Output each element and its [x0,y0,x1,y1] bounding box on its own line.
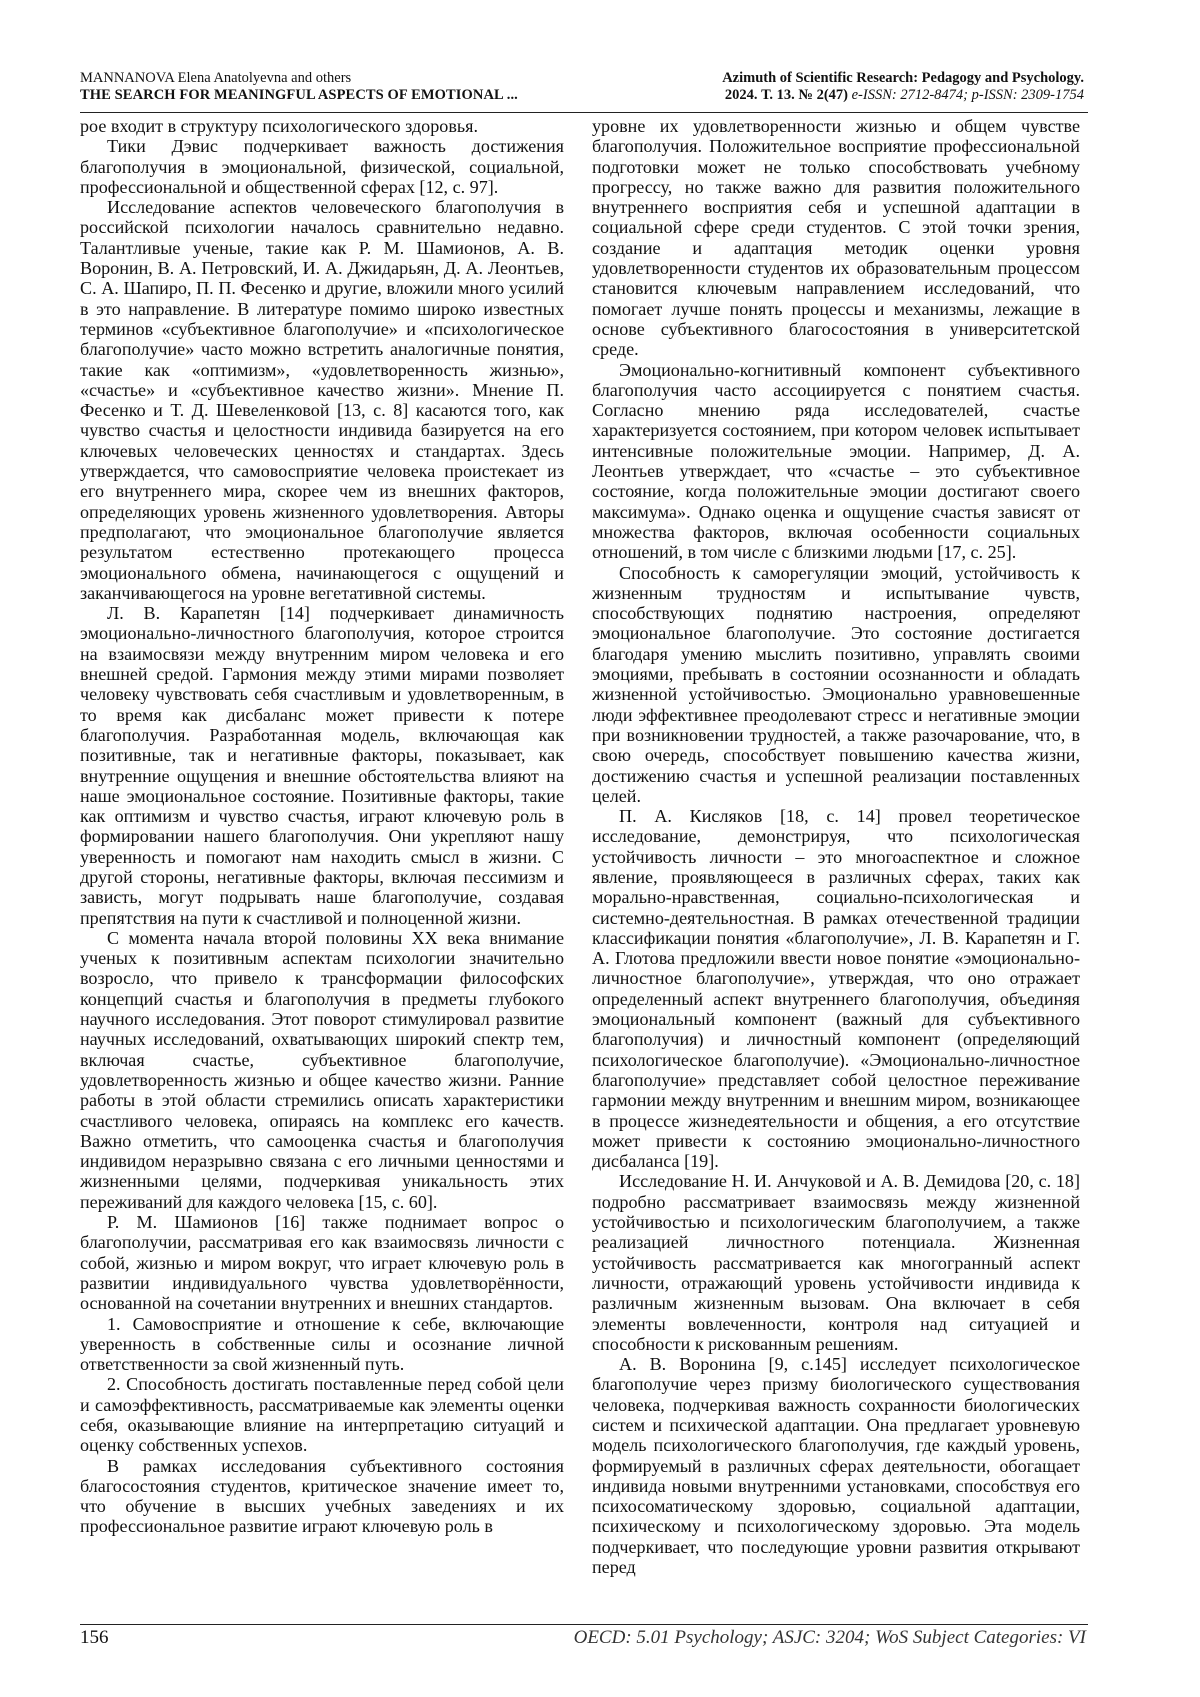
header-rule [80,112,1088,113]
paragraph: рое входит в структуру психологического здоровья. [80,116,478,136]
left-column [80,116,564,1537]
paragraph: Р. М. Шамионов [16] также поднимает вопрос о благополучии, рассматривая его как взаимосвязь личности с собой, жизнью и миром вокруг, что играет ключевую роль в развитии индивидуального чувства удовлетворённости, основанной на сочетании внутренних и внешних стандартов. [80,1212,564,1314]
header-article-title: THE SEARCH FOR MEANINGFUL ASPECTS OF EMOTIONAL ... [80,87,518,103]
running-header-right [624,70,1084,104]
header-volume: 2024. Т. 13. № 2(47) [724,87,848,103]
right-column [592,116,1080,1577]
running-header-left [80,70,600,104]
header-authors: MANNANOVA Elena Anatolyevna and others [80,70,352,86]
paragraph: Исследование аспектов человеческого благополучия в российской психологии началось сравнительно недавно. Талантливые ученые, такие как Р. М. Шамионов, А. В. Воронин, В. А. Петровский, И. А. Джидарьян, Д. А. Леонтьев, С. А. Шапиро, П. П. Фесенко и другие, вложили много усилий в это направление. В литературе помимо широко известных терминов «субъективное благополучие» и «психологическое благополучие» часто можно встретить аналогичные понятия, такие как «оптимизм», «удовлетворенность жизнью», «счастье» и «субъективное качество жизни». Мнение П. Фесенко и Т. Д. Шевеленковой [13, с. 8] касаются того, как чувство счастья и целостности индивида базируется на его ключевых человеческих ценностях и стандартах. Здесь утверждается, что самовосприятие человека проистекает из его внутреннего мира, скорее чем из внешних факторов, определяющих уровень жизненного удовлетворения. Авторы предполагают, что эмоциональное благополучие является результатом естественно протекающего процесса эмоционального обмена, начинающегося с ощущений и заканчивающегося на уровне вегетативной системы. [80,197,564,603]
header-issn: e-ISSN: 2712-8474; p-ISSN: 2309-1754 [851,87,1084,103]
header-journal-name: Azimuth of Scientific Research: Pedagogy and Psychology. [722,70,1084,86]
paragraph: Способность к саморегуляции эмоций, устойчивость к жизненным трудностям и испытывание чувств, способствующих поднятию настроения, определяют эмоциональное благополучие. Это состояние достигается благодаря умению мыслить позитивно, управлять своими эмоциями, пребывать в состоянии осознанности и обладать жизненной устойчивостью. Эмоционально уравновешенные люди эффективнее преодолевают стресс и негативные эмоции при возникновении трудностей, а также разочарование, что, в свою очередь, способствует повышению качества жизни, достижению счастья и успешной реализации поставленных целей. [592,562,1080,806]
list-item: 2. Способность достигать поставленные перед собой цели и самоэффективность, рассматриваемые как элементы оценки себя, оказывающие влияние на интерпретацию ситуаций и оценку собственных успехов. [80,1374,564,1456]
paragraph: С момента начала второй половины XX века внимание ученых к позитивным аспектам психологии значительно возросло, что привело к трансформации философских концепций счастья и благополучия в предметы глубокого научного исследования. Этот поворот стимулировал развитие научных исследований, охватывающих широкий спектр тем, включая счастье, субъективное благополучие, удовлетворенность жизнью и общее качество жизни. Ранние работы в этой области стремились описать характеристики счастливого человека, опираясь на комплекс его качеств. Важно отметить, что самооценка счастья и благополучия индивидом неразрывно связана с его личными ценностями и жизненными целями, подчеркивая уникальность этих переживаний для каждого человека [15, с. 60]. [80,927,564,1212]
list-item: 1. Самовосприятие и отношение к себе, включающие уверенность в собственные силы и осознание личной ответственности за свой жизненный путь. [80,1313,564,1375]
subject-classification: OECD: 5.01 Psychology; ASJC: 3204; WoS Subject Categories: VI [573,1627,1086,1648]
paragraph: Исследование Н. И. Анчуковой и А. В. Демидова [20, с. 18] подробно рассматривает взаимосвязь между жизненной устойчивостью и психологическим благополучием, а также реализацией личностного потенциала. Жизненная устойчивость рассматривается как многогранный аспект личности, отражающий уровень устойчивости индивида к различным жизненным вызовам. Она включает в себя элементы вовлеченности, контроля над ситуацией и способности к рискованным решениям. [592,1171,1080,1354]
paragraph: П. А. Кисляков [18, с. 14] провел теоретическое исследование, демонстрируя, что психологическая устойчивость личности – это многоаспектное и сложное явление, проявляющееся в различных сферах, таких как морально-нравственная, социально-психологическая и системно-деятельностная. В рамках отечественной традиции классификации понятия «благополучие», Л. В. Карапетян и Г. А. Глотова предложили ввести новое понятие «эмоционально-личностное благополучие», утверждая, что оно отражает определенный аспект внутреннего благополучия, объединяя эмоциональный компонент (важный для субъективного благополучия) и личностный компонент (определяющий психологическое благополучие). «Эмоционально-личностное благополучие» представляет собой целостное переживание гармонии между внутренним и внешним миром, возникающее в процессе жизнедеятельности и общения, а его отсутствие может привести к состоянию эмоционально-личностного дисбаланса [19]. [592,806,1080,1172]
paragraph: А. В. Воронина [9, с.145] исследует психологическое благополучие через призму биологического существования человека, подчеркивая важность сохранности биологических систем и психической адаптации. Она предлагает уровневую модель психологического благополучия, где каждый уровень, формируемый в различных сферах деятельности, обогащает индивида новыми внутренними установками, способствуя его психосоматическому здоровью, социальной адаптации, психическому и психологическому здоровью. Эта модель подчеркивает, что последующие уровни развития открывают перед [592,1354,1080,1578]
paragraph: Л. В. Карапетян [14] подчеркивает динамичность эмоционально-личностного благополучия, которое строится на взаимосвязи между внутренним миром человека и его внешней средой. Гармония между этими мирами позволяет человеку чувствовать себя счастливым и удовлетворенным, в то время как дисбаланс может привести к потере благополучия. Разработанная модель, включающая как позитивные, так и негативные факторы, показывает, как внутренние ощущения и внешние обстоятельства влияют на наше эмоциональное состояние. Позитивные факторы, такие как оптимизм и чувство счастья, играют ключевую роль в формировании нашего благополучия. Они укрепляют нашу уверенность и помогают нам находить смысл в жизни. С другой стороны, негативные факторы, включая пессимизм и зависть, могут подрывать наше благополучие, создавая препятствия на пути к счастливой и полноценной жизни. [80,603,564,928]
paragraph: Эмоционально-когнитивный компонент субъективного благополучия часто ассоциируется с понятием счастья. Согласно мнению ряда исследователей, счастье характеризуется состоянием, при котором человек испытывает интенсивные положительные эмоции. Например, Д. А. Леонтьев утверждает, что «счастье – это субъективное состояние, когда положительные эмоции достигают своего максимума». Однако оценка и ощущение счастья зависят от множества факторов, включая особенности социальных отношений, в том числе с близкими людьми [17, с. 25]. [592,359,1080,563]
paragraph: В рамках исследования субъективного состояния благосостояния студентов, критическое значение имеет то, что обучение в высших учебных заведениях и их профессиональное развитие играют ключевую роль в [80,1455,564,1537]
header-volume-line [624,87,1084,104]
paragraph: уровне их удовлетворенности жизнью и общем чувстве благополучия. Положительное восприятие профессиональной подготовки может не только способствовать учебному прогрессу, но также важно для развития положительного внутреннего восприятия себя и успешной адаптации в социальной сфере среди студентов. С этой точки зрения, создание и адаптация методик оценки уровня удовлетворенности студентов их образовательным процессом становится ключевым направлением исследований, что помогает лучше понять процессы и механизмы, лежащие в основе субъективного благосостояния в университетской среде. [592,116,1080,360]
paragraph: Тики Дэвис подчеркивает важность достижения благополучия в эмоциональной, физической, социальной, профессиональной и общественной сферах [12, с. 97]. [80,136,564,197]
footer-rule [80,1624,1088,1625]
page-number: 156 [80,1627,109,1648]
